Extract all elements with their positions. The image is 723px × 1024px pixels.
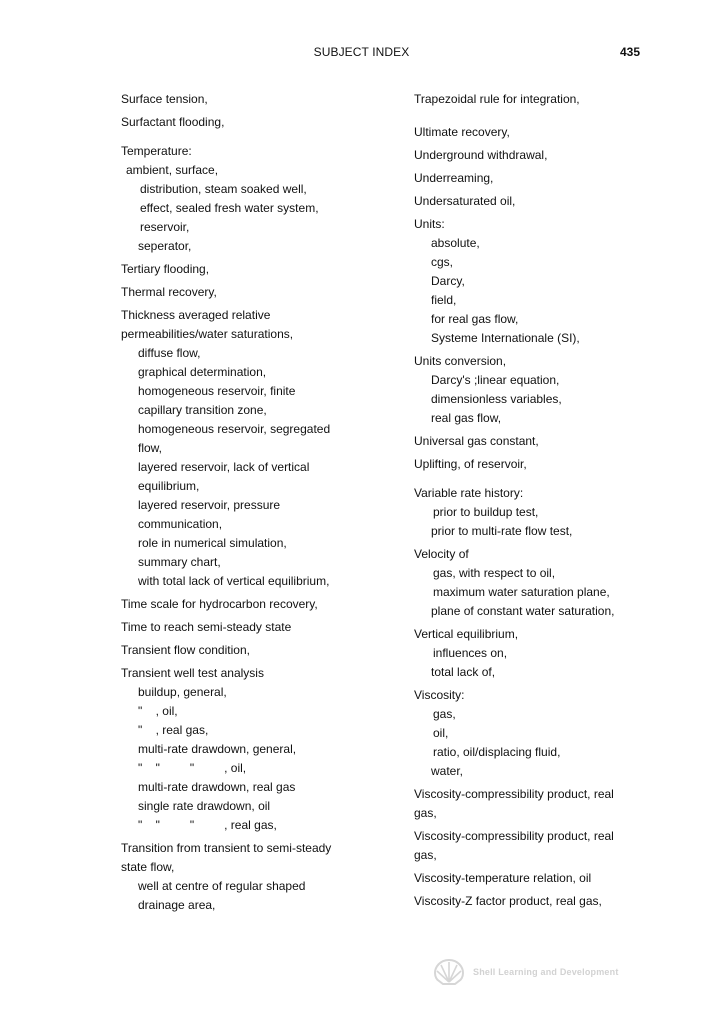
index-subentry: ambient, surface, — [126, 163, 219, 177]
index-subentry: total lack of, — [431, 665, 496, 679]
index-entry: permeabilities/water saturations, — [121, 327, 294, 341]
footer-text: Shell Learning and Development — [473, 967, 619, 977]
index-subentry: distribution, steam soaked well, — [140, 182, 307, 196]
index-subentry: effect, sealed fresh water system, — [140, 201, 319, 215]
index-subentry: " " " , oil, — [138, 761, 247, 775]
index-entry: Viscosity: — [414, 688, 465, 702]
index-subentry: " " " , real gas, — [138, 818, 277, 832]
index-subentry: plane of constant water saturation, — [431, 604, 615, 618]
index-entry: Uplifting, of reservoir, — [414, 457, 527, 471]
index-subentry: seperator, — [138, 239, 192, 253]
index-entry: Time to reach semi-steady state — [121, 620, 292, 634]
index-entry: Time scale for hydrocarbon recovery, — [121, 597, 318, 611]
index-subentry: graphical determination, — [138, 365, 267, 379]
index-subentry: maximum water saturation plane, — [433, 585, 610, 599]
index-entry: Transition from transient to semi-steady — [121, 841, 332, 855]
index-subentry: multi-rate drawdown, real gas — [138, 780, 296, 794]
index-subentry: equilibrium, — [138, 479, 200, 493]
index-entry: state flow, — [121, 860, 175, 874]
index-subentry: capillary transition zone, — [138, 403, 267, 417]
index-subentry: Darcy's ;linear equation, — [431, 373, 560, 387]
running-header-title: SUBJECT INDEX — [313, 45, 410, 59]
index-entry: Units conversion, — [414, 354, 507, 368]
index-subentry: role in numerical simulation, — [138, 536, 287, 550]
index-subentry: Darcy, — [431, 274, 465, 288]
index-entry: Surface tension, — [121, 92, 208, 106]
index-subentry: homogeneous reservoir, finite — [138, 384, 296, 398]
index-subentry: drainage area, — [138, 898, 216, 912]
index-subentry: ratio, oil/displacing fluid, — [433, 745, 561, 759]
index-entry: Universal gas constant, — [414, 434, 539, 448]
index-subentry: " , oil, — [138, 704, 178, 718]
index-entry: Undersaturated oil, — [414, 194, 516, 208]
index-entry: Transient flow condition, — [121, 643, 250, 657]
shell-logo-icon — [433, 958, 465, 986]
index-entry: Ultimate recovery, — [414, 125, 510, 139]
index-subentry: flow, — [138, 441, 163, 455]
index-subentry: layered reservoir, pressure — [138, 498, 281, 512]
index-entry: Vertical equilibrium, — [414, 627, 519, 641]
index-subentry: reservoir, — [140, 220, 190, 234]
index-subentry: diffuse flow, — [138, 346, 201, 360]
page-number: 435 — [619, 45, 640, 59]
index-subentry: homogeneous reservoir, segregated — [138, 422, 331, 436]
index-entry: Thermal recovery, — [121, 285, 217, 299]
index-subentry: for real gas flow, — [431, 312, 519, 326]
index-subentry: oil, — [433, 726, 449, 740]
index-column-left — [121, 90, 371, 915]
index-subentry: single rate drawdown, oil — [138, 799, 271, 813]
index-subentry: well at centre of regular shaped — [138, 879, 306, 893]
index-subentry: " , real gas, — [138, 723, 209, 737]
index-entry: Viscosity-Z factor product, real gas, — [414, 894, 602, 908]
footer-watermark — [433, 958, 619, 986]
index-entry: Velocity of — [414, 547, 469, 561]
index-subentry: summary chart, — [138, 555, 221, 569]
index-entry: Viscosity-compressibility product, real — [414, 829, 614, 843]
index-subentry: influences on, — [433, 646, 508, 660]
index-column-right — [414, 90, 644, 911]
index-entry: Viscosity-compressibility product, real — [414, 787, 614, 801]
index-entry: Trapezoidal rule for integration, — [414, 92, 580, 106]
index-subentry: buildup, general, — [138, 685, 227, 699]
index-entry: Temperature: — [121, 144, 192, 158]
index-entry: Underground withdrawal, — [414, 148, 548, 162]
index-subentry: prior to buildup test, — [433, 505, 539, 519]
index-subentry: real gas flow, — [431, 411, 502, 425]
index-entry: Variable rate history: — [414, 486, 524, 500]
index-subentry: gas, with respect to oil, — [433, 566, 556, 580]
index-entry: Tertiary flooding, — [121, 262, 210, 276]
index-entry: Thickness averaged relative — [121, 308, 271, 322]
index-subentry: multi-rate drawdown, general, — [138, 742, 297, 756]
index-subentry: absolute, — [431, 236, 480, 250]
index-subentry: prior to multi-rate flow test, — [431, 524, 573, 538]
index-entry: gas, — [414, 806, 437, 820]
index-subentry: gas, — [433, 707, 456, 721]
index-subentry: water, — [431, 764, 464, 778]
index-entry: Underreaming, — [414, 171, 494, 185]
index-entry: Surfactant flooding, — [121, 115, 225, 129]
index-subentry: with total lack of vertical equilibrium, — [138, 574, 330, 588]
index-subentry: communication, — [138, 517, 223, 531]
index-subentry: cgs, — [431, 255, 454, 269]
index-entry: Units: — [414, 217, 445, 231]
index-entry: Transient well test analysis — [121, 666, 264, 680]
index-subentry: layered reservoir, lack of vertical — [138, 460, 310, 474]
index-entry: gas, — [414, 848, 437, 862]
index-subentry: dimensionless variables, — [431, 392, 562, 406]
index-subentry: Systeme Internationale (SI), — [431, 331, 580, 345]
index-subentry: field, — [431, 293, 457, 307]
index-entry: Viscosity-temperature relation, oil — [414, 871, 592, 885]
